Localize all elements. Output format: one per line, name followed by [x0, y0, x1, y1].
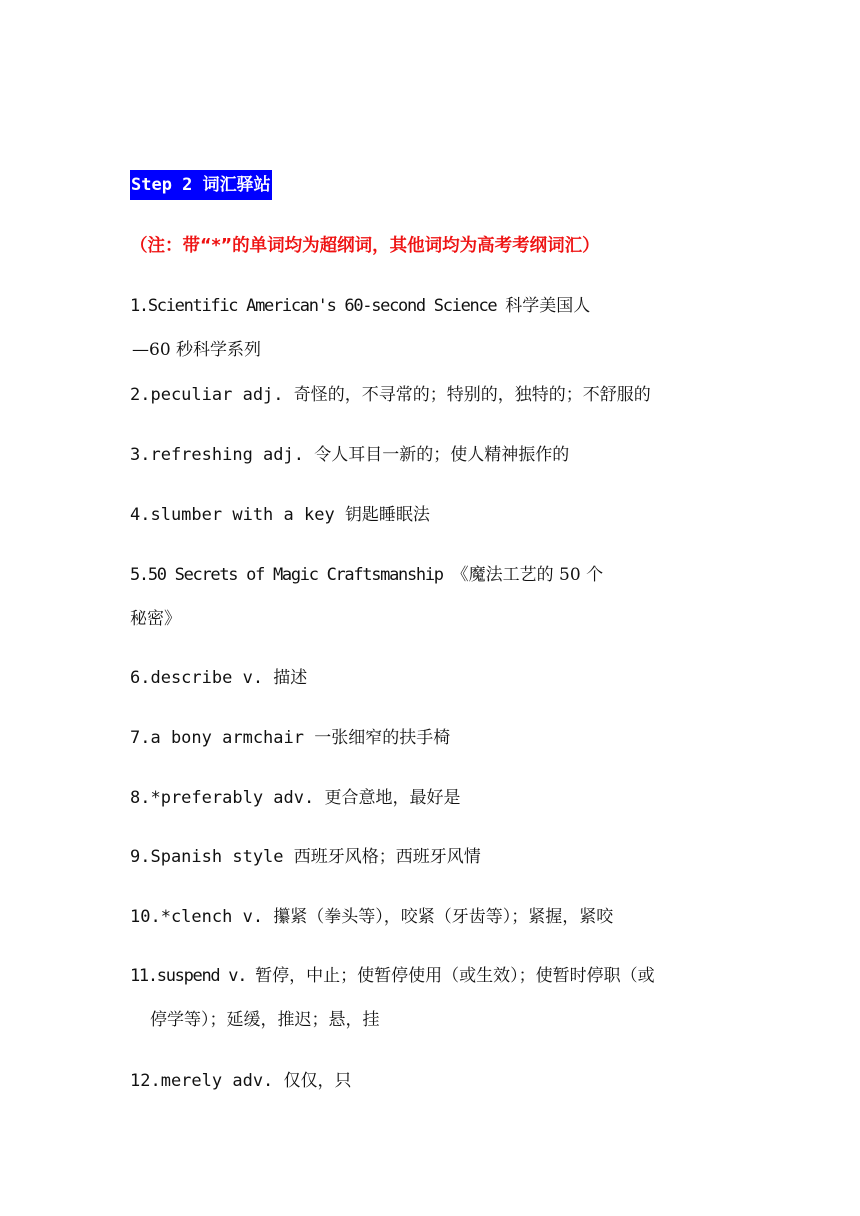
entry-chinese: 攥紧（拳头等），咬紧（牙齿等）；紧握，紧咬 — [273, 907, 614, 927]
entry-english: 4.slumber with a key — [130, 505, 345, 525]
entry-chinese: 《魔法工艺的 50 个 — [451, 565, 604, 585]
vocab-entry-4 — [130, 501, 735, 529]
vocab-entry-12 — [130, 1067, 735, 1095]
entry-chinese: 更合意地，最好是 — [324, 788, 461, 808]
entry-english: 9.Spanish style — [130, 847, 294, 867]
vocab-entry-3 — [130, 441, 735, 469]
vocab-entry-10 — [130, 903, 735, 931]
vocab-entry-1 — [130, 292, 735, 364]
vocab-entry-9 — [130, 843, 735, 871]
entry-chinese: 暂停，中止；使暂停使用（或生效）；使暂时停职（或 — [255, 966, 655, 986]
entry-chinese: 一张细窄的扶手椅 — [314, 728, 451, 748]
entry-english: 3.refreshing adj. — [130, 445, 315, 465]
step-heading: Step 2 词汇驿站 — [130, 170, 272, 200]
vocab-entry-7 — [130, 724, 735, 752]
entry-english: 12.merely adv. — [130, 1071, 284, 1091]
entry-english: 7.a bony armchair — [130, 728, 315, 748]
entry-chinese: 西班牙风格；西班牙风情 — [293, 847, 481, 867]
entry-english: 11.suspend v. — [130, 966, 256, 986]
entry-english: 5.50 Secrets of Magic Craftsmanship — [130, 565, 452, 585]
vocab-entry-6 — [130, 664, 735, 692]
entry-chinese-continued: —60 秒科学系列 — [132, 340, 262, 360]
entry-english: 1.Scientific American's 60-second Science — [130, 296, 506, 316]
vocab-entry-11 — [130, 962, 735, 1034]
entry-chinese-continued: 秘密》 — [130, 609, 181, 629]
entry-chinese: 钥匙睡眠法 — [344, 505, 430, 525]
entry-chinese-continued: 停学等）；延缓，推迟；悬，挂 — [150, 1010, 380, 1030]
entry-chinese: 科学美国人 — [505, 296, 591, 316]
vocab-entry-5 — [130, 561, 735, 633]
vocab-entry-8 — [130, 784, 735, 812]
entry-chinese: 奇怪的，不寻常的；特别的，独特的；不舒服的 — [293, 385, 651, 405]
entry-chinese: 仅仅，只 — [283, 1071, 352, 1091]
entry-english: 8.*preferably adv. — [130, 788, 325, 808]
entry-chinese: 描述 — [273, 668, 308, 688]
entry-chinese: 令人耳目一新的；使人精神振作的 — [314, 445, 570, 465]
entry-english: 2.peculiar adj. — [130, 385, 294, 405]
vocab-entry-2 — [130, 381, 735, 409]
note-text: （注：带“*”的单词均为超纲词，其他词均为高考考纲词汇） — [130, 236, 600, 256]
entry-english: 6.describe v. — [130, 668, 274, 688]
entry-english: 10.*clench v. — [130, 907, 274, 927]
